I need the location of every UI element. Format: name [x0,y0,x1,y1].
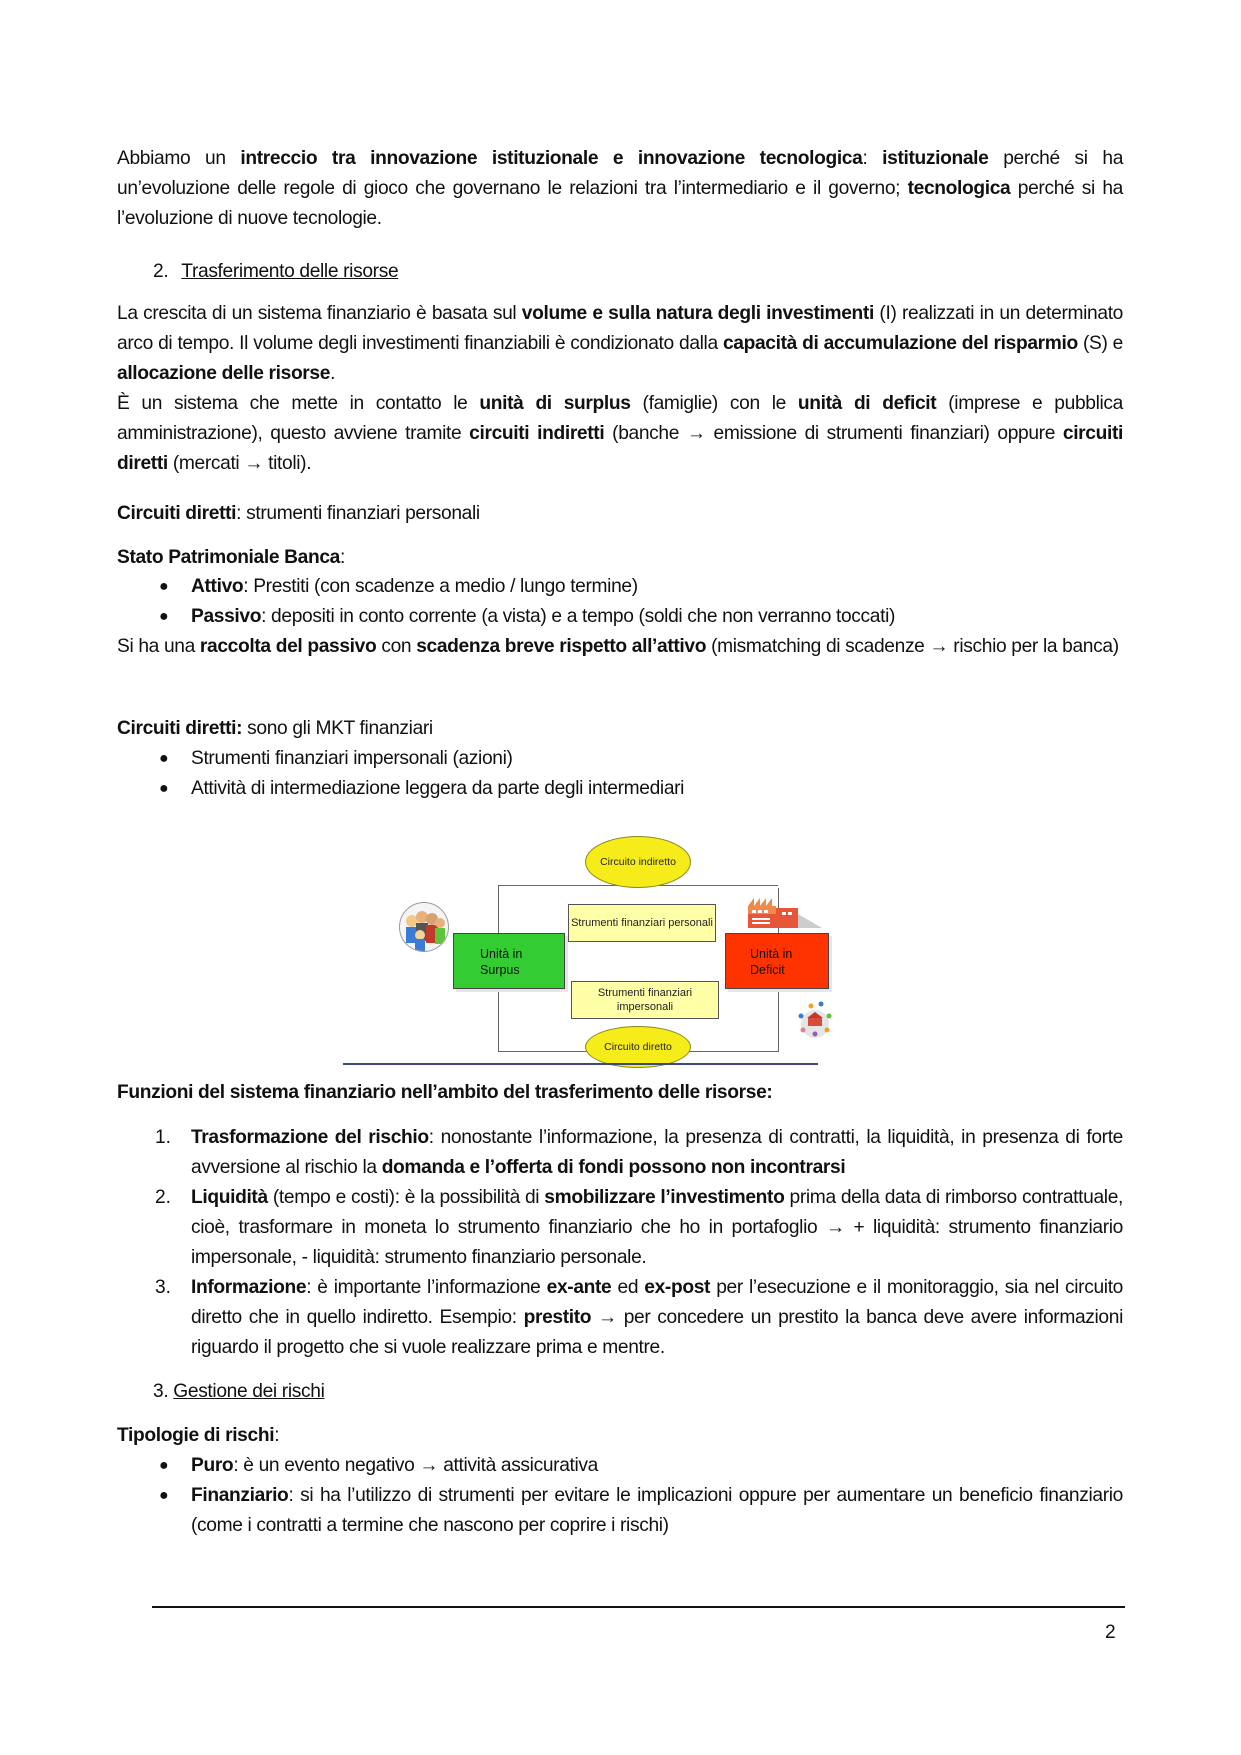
text: ed [611,1277,645,1298]
box-unita-deficit [725,933,829,989]
heading-funzioni [117,1078,1123,1108]
text: (mercati → titoli). [167,453,312,474]
text: È un sistema che mette in contatto le [117,393,480,414]
bold-text: Trasformazione del rischio [191,1127,429,1148]
text: (banche → emissione di strumenti finanziari) oppure [604,423,1063,444]
families-icon [399,902,449,952]
ellipse-circuito-diretto: Circuito diretto [585,1026,691,1068]
text: perché si ha un’evoluzione delle regole di gioco che governano le relazioni tra l’intermediario e il governo; [117,148,1124,199]
section-number: 2. [153,261,169,282]
list-item-informazione [191,1273,1123,1363]
text: Si ha una [117,636,200,657]
bold-text: istituzionale [882,148,989,169]
frame-line-left-top [498,885,499,935]
text: : è un evento negativo → attività assicurativa [233,1455,598,1476]
box-strumenti-personali: Strumenti finanziari personali [568,904,716,942]
bold-text: Tipologie di rischi [117,1425,275,1446]
text: per l’esecuzione e il monitoraggio, sia nel circuito diretto che in quello indiretto. Esempio: [191,1277,1124,1328]
bullet-icon: ● [159,1487,169,1504]
section-title: Gestione dei rischi [173,1381,325,1402]
label: Unità in [480,947,523,961]
paragraph-intro [117,144,1123,234]
diagram-baseline [343,1063,818,1065]
section-3-heading [153,1377,325,1407]
list-item-attivo [191,572,638,602]
footer-divider [152,1606,1125,1608]
bullet-icon: ● [159,780,169,797]
text: sono gli MKT finanziari [242,718,433,739]
bold-text: Stato Patrimoniale Banca [117,547,340,568]
text: : si ha l’utilizzo di strumenti per evitare le implicazioni oppure per aumentare un beneficio finanziario (come i contratti a termine che nascono per coprire i rischi) [191,1485,1123,1536]
bold-text: circuiti indiretti [469,423,605,444]
bold-text: unità di surplus [479,393,631,414]
paragraph-raccolta [117,632,1123,662]
text: : depositi in conto corrente (a vista) e a tempo (soldi che non verranno toccati) [261,606,896,627]
text: : Prestiti (con scadenze a medio / lungo termine) [243,576,638,597]
financial-circuit-diagram [383,828,863,1068]
bold-text: Informazione [191,1277,307,1298]
text: prima della data di rimborso contrattuale, cioè, trasformare in moneta lo strumento finanziario che ho in portafoglio → + liquidità: strumento finanziario impersonale, - liquidità: strumento finanziario personale. [191,1187,1124,1268]
page-number: 2 [1105,1622,1116,1643]
text: (I) realizzati in un determinato arco di tempo. Il volume degli investimenti finanziabili è condizionato dalla [117,303,1123,354]
paragraph-sistema [117,389,1123,479]
bold-text: scadenza breve rispetto all’attivo [416,636,707,657]
label: Surpus [480,963,520,977]
frame-line-left-bottom [498,986,499,1052]
list-item: Strumenti finanziari impersonali (azioni) [191,748,513,769]
text: (famiglie) con le [630,393,798,414]
text: : [274,1425,280,1446]
bold-text: Passivo [191,606,262,627]
list-number: 3. [155,1277,172,1298]
list-item-trasformazione-rischio [191,1123,1123,1183]
paragraph-circuiti-diretti-mkt [117,714,1123,744]
list-item-puro [191,1451,598,1481]
bold-text: allocazione delle risorse [117,363,331,384]
list-number: 1. [155,1127,172,1148]
bold-text: circuiti diretti [117,423,1123,474]
text: (imprese e pubblica amministrazione), questo avviene tramite [117,393,1123,444]
text: con [376,636,417,657]
text: → per concedere un prestito la banca deve avere informazioni riguardo il progetto che si vuole realizzare prima e mentre. [191,1307,1123,1358]
bullet-icon: ● [159,1457,169,1474]
bold-text: ex-ante [546,1277,612,1298]
bold-text: raccolta del passivo [199,636,377,657]
text: (S) e [1077,333,1123,354]
text: : nonostante l’informazione, la presenza di contratti, la liquidità, in presenza di forte avversione al rischio la [191,1127,1123,1178]
text: : [862,148,883,169]
heading-tipologie [117,1421,1123,1451]
paragraph-circuiti-diretti-personali [117,499,1123,529]
bold-text: Attivo [191,576,244,597]
bold-text: ex-post [644,1277,711,1298]
paragraph-crescita [117,299,1123,389]
box-strumenti-impersonali: Strumenti finanziari impersonali [571,981,719,1019]
bold-text: capacità di accumulazione del risparmio [722,333,1078,354]
text: : strumenti finanziari personali [236,503,480,524]
text: : è importante l’informazione [306,1277,547,1298]
text: perché si ha l’evoluzione di nuove tecnologie. [117,178,1123,229]
bold-text: volume e sulla natura degli investimenti [521,303,874,324]
bold-text: intreccio tra innovazione istituzionale e innovazione tecnologica [240,148,863,169]
heading-stato-patrimoniale [117,543,1123,573]
bold-text: unità di deficit [797,393,937,414]
section-number: 3. [153,1381,169,1402]
label: Deficit [750,963,785,977]
bold-text: Circuiti diretti: [117,718,243,739]
public-administration-icon [791,998,839,1038]
label: Unità in [750,947,793,961]
bold-text: Circuiti diretti [117,503,237,524]
section-title: Trasferimento delle risorse [181,261,399,282]
bold-text: Funzioni del sistema finanziario nell’ambito del trasferimento delle risorse: [117,1082,773,1103]
box-unita-surplus [453,933,565,989]
bold-text: Finanziario [191,1485,289,1506]
bullet-icon: ● [159,578,169,595]
text: Abbiamo un [117,148,241,169]
text: : [339,547,345,568]
bold-text: Puro [191,1455,234,1476]
frame-line-right-bottom [778,991,779,1052]
bold-text: tecnologica [907,178,1011,199]
bold-text: smobilizzare l’investimento [544,1187,785,1208]
list-item-liquidita [191,1183,1123,1273]
section-2-heading [153,257,398,287]
list-item-passivo [191,602,895,632]
ellipse-circuito-indiretto: Circuito indiretto [585,836,691,888]
bold-text: domanda e l’offerta di fondi possono non incontrarsi [381,1157,846,1178]
factory-icon [746,894,822,928]
bullet-icon: ● [159,750,169,767]
list-item: Attività di intermediazione leggera da parte degli intermediari [191,778,685,799]
text: La crescita di un sistema finanziario è basata sul [117,303,522,324]
text: (mismatching di scadenze → rischio per la banca) [706,636,1119,657]
text: . [330,363,336,384]
text: (tempo e costi): è la possibilità di [267,1187,545,1208]
bold-text: Liquidità [191,1187,268,1208]
bullet-icon: ● [159,608,169,625]
list-item-finanziario [191,1481,1123,1541]
bold-text: prestito [523,1307,592,1328]
list-number: 2. [155,1187,172,1208]
